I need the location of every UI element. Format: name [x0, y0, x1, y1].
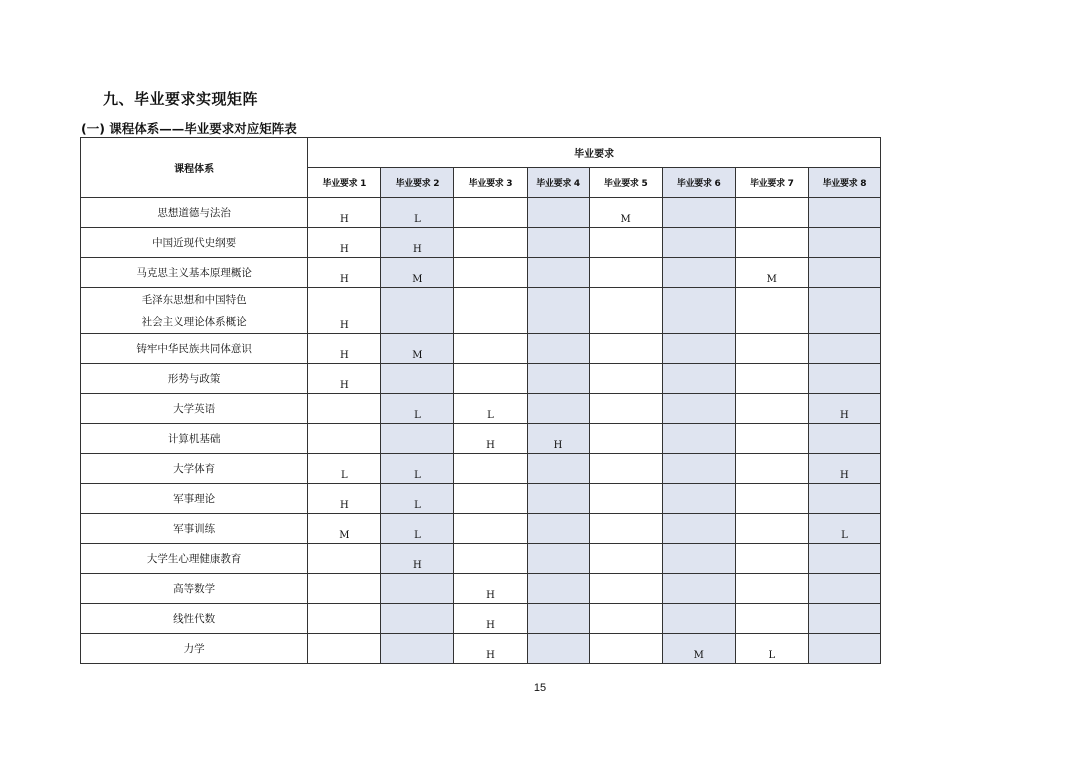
support-level-cell	[381, 424, 454, 454]
course-name: 军事理论	[173, 493, 216, 505]
support-level-cell	[662, 334, 735, 364]
requirements-matrix-table	[80, 137, 881, 664]
course-name-cell	[81, 454, 308, 484]
course-name-cell	[81, 514, 308, 544]
support-level-cell	[454, 484, 527, 514]
support-level-cell	[735, 514, 808, 544]
support-level-cell	[454, 228, 527, 258]
support-level-cell: L	[808, 514, 880, 544]
support-level-cell	[381, 604, 454, 634]
support-level-cell	[662, 228, 735, 258]
course-name: 思想道德与法治	[157, 207, 231, 219]
support-level-cell	[735, 394, 808, 424]
course-name-cell	[81, 228, 308, 258]
support-level-cell	[308, 394, 381, 424]
support-level-cell: L	[381, 484, 454, 514]
course-name: 形势与政策	[167, 373, 221, 385]
support-level-cell	[527, 514, 589, 544]
table-caption: (一) 课程体系——毕业要求对应矩阵表	[81, 121, 297, 136]
table-row	[81, 634, 881, 664]
support-level-cell	[589, 258, 662, 288]
support-level-cell: H	[381, 228, 454, 258]
matrix-body	[81, 198, 881, 664]
requirement-header-4: 毕业要求 4	[527, 168, 589, 198]
support-level-cell: H	[454, 634, 527, 664]
section-heading: 九、毕业要求实现矩阵	[103, 90, 259, 108]
support-level-cell	[527, 394, 589, 424]
support-level-cell	[381, 574, 454, 604]
support-level-cell	[454, 334, 527, 364]
requirement-header-3: 毕业要求 3	[454, 168, 527, 198]
course-name: 毛泽东思想和中国特色	[141, 293, 247, 306]
page-number: 15	[533, 682, 547, 694]
support-level-cell	[662, 604, 735, 634]
support-level-cell	[808, 364, 880, 394]
course-name: 大学英语	[173, 403, 216, 415]
course-name-cell	[81, 198, 308, 228]
support-level-cell	[589, 424, 662, 454]
support-level-cell: L	[381, 514, 454, 544]
support-level-cell: M	[589, 198, 662, 228]
support-level-cell	[662, 288, 735, 334]
support-level-cell	[735, 228, 808, 258]
course-name-cell	[81, 288, 308, 334]
support-level-cell	[735, 454, 808, 484]
requirement-header-6: 毕业要求 6	[662, 168, 735, 198]
support-level-cell: L	[381, 394, 454, 424]
course-system-header: 课程体系	[81, 138, 308, 198]
support-level-cell	[662, 198, 735, 228]
support-level-cell	[589, 544, 662, 574]
support-level-cell: H	[808, 394, 880, 424]
support-level-cell	[589, 604, 662, 634]
support-level-cell	[308, 604, 381, 634]
course-name: 计算机基础	[167, 433, 221, 445]
table-row	[81, 574, 881, 604]
support-level-cell: H	[308, 258, 381, 288]
support-level-cell: M	[308, 514, 381, 544]
table-row	[81, 228, 881, 258]
support-level-cell	[735, 544, 808, 574]
table-row	[81, 198, 881, 228]
support-level-cell	[381, 288, 454, 334]
support-level-cell	[381, 634, 454, 664]
support-level-cell	[735, 424, 808, 454]
support-level-cell	[589, 634, 662, 664]
course-name: 中国近现代史纲要	[152, 237, 237, 249]
requirements-group-header: 毕业要求	[308, 138, 881, 168]
support-level-cell: H	[381, 544, 454, 574]
support-level-cell	[808, 484, 880, 514]
support-level-cell	[589, 394, 662, 424]
support-level-cell	[589, 514, 662, 544]
support-level-cell	[662, 514, 735, 544]
support-level-cell	[808, 258, 880, 288]
table-row	[81, 288, 881, 334]
support-level-cell: H	[308, 228, 381, 258]
support-level-cell	[808, 334, 880, 364]
support-level-cell	[527, 574, 589, 604]
support-level-cell	[308, 634, 381, 664]
support-level-cell	[662, 574, 735, 604]
course-name: 大学体育	[173, 463, 216, 475]
course-name-cell	[81, 544, 308, 574]
support-level-cell	[527, 258, 589, 288]
support-level-cell	[454, 454, 527, 484]
support-level-cell: H	[308, 484, 381, 514]
requirement-header-2: 毕业要求 2	[381, 168, 454, 198]
support-level-cell	[662, 258, 735, 288]
support-level-cell	[735, 334, 808, 364]
course-name-cell	[81, 604, 308, 634]
support-level-cell	[735, 484, 808, 514]
support-level-cell	[589, 364, 662, 394]
support-level-cell: H	[308, 198, 381, 228]
support-level-cell	[662, 424, 735, 454]
support-level-cell	[589, 334, 662, 364]
support-level-cell	[662, 364, 735, 394]
table-row	[81, 604, 881, 634]
support-level-cell: L	[735, 634, 808, 664]
support-level-cell	[527, 198, 589, 228]
support-level-cell	[589, 574, 662, 604]
support-level-cell: H	[527, 424, 589, 454]
support-level-cell	[454, 198, 527, 228]
support-level-cell	[454, 288, 527, 334]
table-row	[81, 484, 881, 514]
support-level-cell	[808, 574, 880, 604]
support-level-cell: H	[308, 288, 381, 334]
support-level-cell	[381, 364, 454, 394]
support-level-cell	[735, 364, 808, 394]
course-name: 高等数学	[173, 583, 216, 595]
table-row	[81, 544, 881, 574]
support-level-cell	[808, 288, 880, 334]
table-row	[81, 258, 881, 288]
course-name: 线性代数	[173, 613, 216, 625]
requirement-header-1: 毕业要求 1	[308, 168, 381, 198]
course-name: 军事训练	[173, 523, 216, 535]
support-level-cell	[527, 454, 589, 484]
support-level-cell	[589, 454, 662, 484]
course-name: 力学	[183, 643, 205, 655]
table-row	[81, 424, 881, 454]
support-level-cell	[808, 424, 880, 454]
support-level-cell	[527, 634, 589, 664]
support-level-cell: H	[454, 424, 527, 454]
course-name: 铸牢中华民族共同体意识	[136, 343, 252, 355]
course-name-cell	[81, 258, 308, 288]
support-level-cell	[527, 288, 589, 334]
support-level-cell	[662, 454, 735, 484]
table-row	[81, 394, 881, 424]
table-row	[81, 514, 881, 544]
requirement-header-8: 毕业要求 8	[808, 168, 880, 198]
support-level-cell	[589, 288, 662, 334]
support-level-cell: H	[454, 604, 527, 634]
support-level-cell	[808, 634, 880, 664]
requirement-header-5: 毕业要求 5	[589, 168, 662, 198]
support-level-cell	[308, 544, 381, 574]
course-name-cell	[81, 634, 308, 664]
support-level-cell: H	[808, 454, 880, 484]
course-name-cell	[81, 424, 308, 454]
support-level-cell: L	[308, 454, 381, 484]
course-name-cell	[81, 394, 308, 424]
support-level-cell	[662, 394, 735, 424]
support-level-cell	[735, 198, 808, 228]
support-level-cell	[454, 364, 527, 394]
requirement-header-7: 毕业要求 7	[735, 168, 808, 198]
support-level-cell	[527, 604, 589, 634]
support-level-cell: M	[381, 334, 454, 364]
support-level-cell	[527, 228, 589, 258]
support-level-cell	[735, 574, 808, 604]
support-level-cell	[662, 544, 735, 574]
support-level-cell	[527, 334, 589, 364]
course-name: 大学生心理健康教育	[146, 553, 242, 565]
support-level-cell	[527, 364, 589, 394]
support-level-cell	[308, 574, 381, 604]
course-name-cell	[81, 484, 308, 514]
course-name-cell	[81, 364, 308, 394]
support-level-cell: M	[735, 258, 808, 288]
support-level-cell: H	[308, 364, 381, 394]
support-level-cell	[454, 544, 527, 574]
support-level-cell	[589, 484, 662, 514]
course-name: 马克思主义基本原理概论	[136, 267, 252, 279]
support-level-cell	[735, 604, 808, 634]
support-level-cell: M	[381, 258, 454, 288]
support-level-cell: L	[454, 394, 527, 424]
course-name-cell	[81, 574, 308, 604]
support-level-cell	[662, 484, 735, 514]
support-level-cell	[808, 198, 880, 228]
support-level-cell: M	[662, 634, 735, 664]
support-level-cell	[808, 228, 880, 258]
support-level-cell	[527, 544, 589, 574]
support-level-cell	[454, 258, 527, 288]
support-level-cell	[454, 514, 527, 544]
support-level-cell	[735, 288, 808, 334]
course-name-cell	[81, 334, 308, 364]
support-level-cell: L	[381, 198, 454, 228]
support-level-cell: H	[454, 574, 527, 604]
support-level-cell	[808, 604, 880, 634]
support-level-cell	[589, 228, 662, 258]
table-row	[81, 334, 881, 364]
table-row	[81, 364, 881, 394]
course-name: 社会主义理论体系概论	[141, 315, 247, 328]
support-level-cell	[527, 484, 589, 514]
support-level-cell	[808, 544, 880, 574]
support-level-cell	[308, 424, 381, 454]
table-row	[81, 454, 881, 484]
support-level-cell: L	[381, 454, 454, 484]
support-level-cell: H	[308, 334, 381, 364]
